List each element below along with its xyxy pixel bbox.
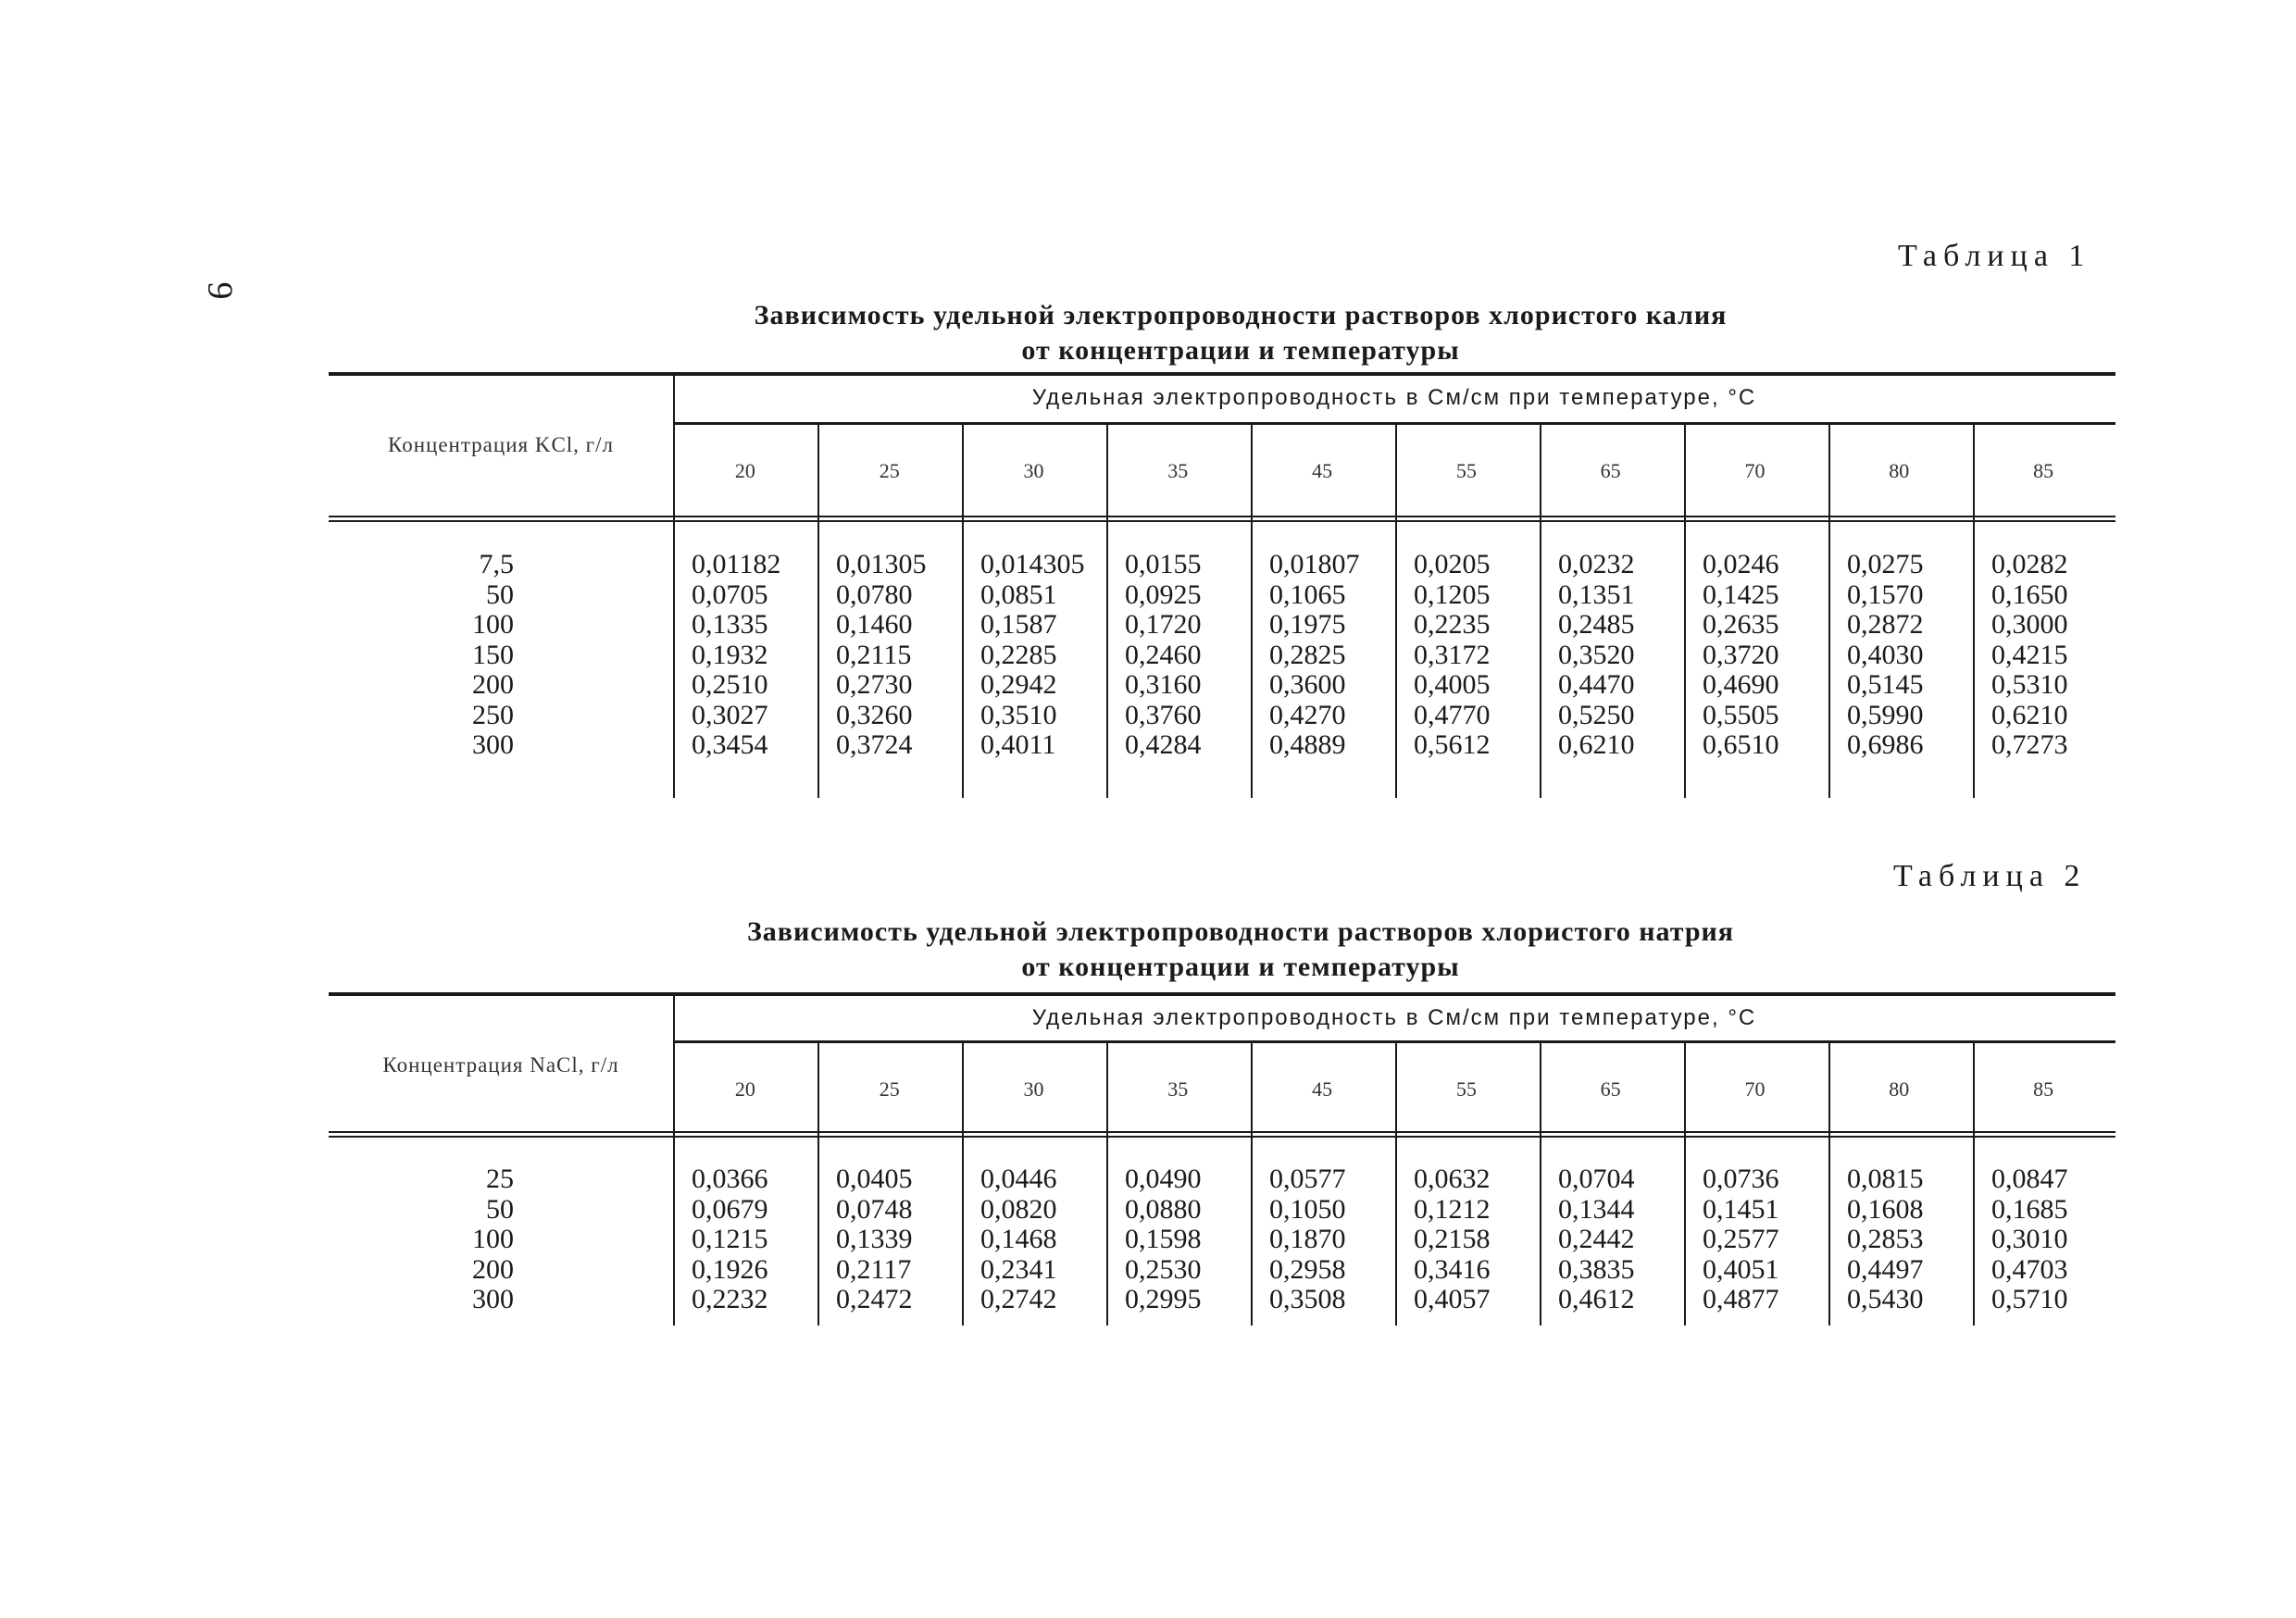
table-1-cell: 0,3600 — [1269, 669, 1346, 700]
table-2-title-line2: от концентрации и температуры — [1021, 952, 1460, 982]
table-2-concentration-value: 100 — [472, 1224, 514, 1254]
table-1-cell: 0,3160 — [1125, 669, 1202, 700]
table-2-cell: 0,2577 — [1703, 1224, 1779, 1254]
table-1-cell: 0,5505 — [1703, 699, 1779, 730]
table-2-temp-header: 80 — [1889, 1077, 1910, 1101]
table-1-temp-header: 35 — [1167, 459, 1189, 482]
table-1-concentration-value: 7,5 — [479, 549, 514, 579]
table-1-data-column — [692, 550, 780, 761]
table-1 — [329, 372, 2115, 798]
table-1-cell: 0,0705 — [692, 579, 768, 610]
table-2-cell: 0,4051 — [1703, 1253, 1779, 1285]
table-1-cell: 0,0232 — [1558, 549, 1635, 579]
table-1-cell: 0,3720 — [1703, 639, 1779, 670]
table-2-cell: 0,1344 — [1558, 1193, 1635, 1225]
table-1-cell: 0,3260 — [836, 699, 913, 730]
table-1-data-column — [1414, 550, 1491, 761]
table-2-cell: 0,0632 — [1414, 1164, 1491, 1194]
table-1-cell: 0,2730 — [836, 669, 913, 700]
table-1-temp-header: 65 — [1600, 459, 1621, 482]
table-2-cell: 0,4497 — [1847, 1253, 1924, 1285]
table-2-cell: 0,1598 — [1125, 1224, 1202, 1254]
table-1-cell: 0,5250 — [1558, 699, 1635, 730]
table-1-column-rule — [1828, 424, 1830, 798]
table-1-cell: 0,1720 — [1125, 609, 1202, 640]
table-1-cell: 0,01182 — [692, 549, 781, 579]
table-1-cell: 0,6210 — [1991, 699, 2068, 730]
table-1-concentration-column — [329, 550, 514, 761]
table-2-temp-header: 30 — [1023, 1077, 1044, 1101]
table-1-cell: 0,3510 — [980, 699, 1057, 730]
table-1-concentration-value: 200 — [472, 669, 514, 700]
table-1-cell: 0,2825 — [1269, 639, 1346, 670]
table-1-concentration-value: 150 — [472, 639, 514, 670]
table-1-column-rule — [817, 424, 819, 798]
table-2-cell: 0,5430 — [1847, 1284, 1924, 1314]
table-2-temp-header: 55 — [1455, 1077, 1477, 1101]
table-1-concentration-value: 50 — [486, 579, 514, 610]
table-2-cell: 0,2341 — [980, 1253, 1057, 1285]
table-1-cell: 0,4005 — [1414, 669, 1491, 700]
table-1-temp-header: 80 — [1889, 459, 1910, 482]
table-1-data-column — [1558, 550, 1635, 761]
table-2-cell: 0,3835 — [1558, 1253, 1635, 1285]
table-1-cell: 0,01305 — [836, 549, 927, 579]
table-2-cell: 0,2232 — [692, 1284, 768, 1314]
table-1-cell: 0,2942 — [980, 669, 1057, 700]
table-1-cell: 0,2872 — [1847, 609, 1924, 640]
table-2-data-column — [836, 1164, 913, 1315]
table-2-column-rule — [1106, 1042, 1108, 1326]
table-2-cell: 0,1468 — [980, 1224, 1057, 1254]
table-1-column-rule — [1251, 424, 1253, 798]
table-1-title-line2: от концентрации и температуры — [1021, 335, 1460, 366]
table-2-group-rule — [673, 1040, 2115, 1043]
table-2-cell: 0,2530 — [1125, 1253, 1202, 1285]
table-1-cell: 0,3724 — [836, 729, 913, 760]
table-2-concentration-value: 50 — [486, 1193, 514, 1225]
table-1-temp-header: 45 — [1312, 459, 1333, 482]
table-2-data-column — [1703, 1164, 1779, 1315]
table-1-cell: 0,6986 — [1847, 729, 1924, 760]
table-1-data-column — [980, 550, 1085, 761]
table-1-temp-header: 70 — [1744, 459, 1766, 482]
table-1-data-column — [836, 550, 927, 761]
table-1-title — [329, 298, 2152, 368]
table-1-cell: 0,0205 — [1414, 549, 1491, 579]
table-1-temp-header: 55 — [1455, 459, 1477, 482]
table-1-group-rule — [673, 422, 2115, 425]
table-1-cell: 0,3172 — [1414, 639, 1491, 670]
table-2-temp-header: 45 — [1312, 1077, 1333, 1101]
table-1-cell: 0,1205 — [1414, 579, 1491, 610]
table-2-data-column — [1125, 1164, 1202, 1315]
table-1-cell: 0,1065 — [1269, 579, 1346, 610]
table-2-cell: 0,1870 — [1269, 1224, 1346, 1254]
table-2 — [329, 992, 2115, 1326]
table-1-concentration-value: 250 — [472, 699, 514, 730]
table-1-column-rule — [1106, 424, 1108, 798]
table-1-cell: 0,2115 — [836, 639, 912, 670]
table-2-label: Таблица 2 — [1893, 859, 2087, 893]
table-1-cell: 0,2460 — [1125, 639, 1202, 670]
table-2-cell: 0,2853 — [1847, 1224, 1924, 1254]
table-2-concentration-column — [329, 1164, 514, 1315]
table-1-data-column — [1269, 550, 1360, 761]
table-2-cell: 0,2442 — [1558, 1224, 1635, 1254]
table-1-cell: 0,0851 — [980, 579, 1057, 610]
table-1-cell: 0,5310 — [1991, 669, 2068, 700]
table-1-cell: 0,1650 — [1991, 579, 2068, 610]
table-1-cell: 0,0282 — [1991, 549, 2068, 579]
table-1-cell: 0,014305 — [980, 549, 1085, 579]
table-1-column-rule — [1973, 424, 1975, 798]
table-1-cell: 0,0155 — [1125, 549, 1202, 579]
table-2-column-rule — [817, 1042, 819, 1326]
table-1-cell: 0,1570 — [1847, 579, 1924, 610]
table-2-temp-header: 35 — [1167, 1077, 1189, 1101]
table-1-cell: 0,2485 — [1558, 609, 1635, 640]
table-2-cell: 0,0704 — [1558, 1164, 1635, 1194]
table-2-column-rule — [1395, 1042, 1397, 1326]
table-1-header-double-rule — [329, 516, 2115, 522]
table-2-cell: 0,2958 — [1269, 1253, 1346, 1285]
table-1-cell: 0,5145 — [1847, 669, 1924, 700]
table-2-cell: 0,0490 — [1125, 1164, 1202, 1194]
table-2-temperature-group-header: Удельная электропроводность в См/см при температуре, °С — [1031, 1005, 1757, 1030]
table-2-cell: 0,0446 — [980, 1164, 1057, 1194]
table-2-cell: 0,4877 — [1703, 1284, 1779, 1314]
table-1-cell: 0,0925 — [1125, 579, 1202, 610]
table-2-cell: 0,2117 — [836, 1253, 912, 1285]
table-2-column-rule — [1540, 1042, 1541, 1326]
table-2-cell: 0,0748 — [836, 1193, 913, 1225]
table-1-cell: 0,4690 — [1703, 669, 1779, 700]
table-1-cell: 0,3520 — [1558, 639, 1635, 670]
table-1-cell: 0,5990 — [1847, 699, 1924, 730]
table-2-cell: 0,3508 — [1269, 1284, 1346, 1314]
table-2-cell: 0,0366 — [692, 1164, 768, 1194]
table-1-cell: 0,4215 — [1991, 639, 2068, 670]
table-1-cell: 0,0780 — [836, 579, 913, 610]
table-1-top-rule — [329, 372, 2115, 376]
table-2-cell: 0,0679 — [692, 1193, 768, 1225]
table-2-cell: 0,1451 — [1703, 1193, 1779, 1225]
table-2-cell: 0,0577 — [1269, 1164, 1346, 1194]
table-2-temp-header: 85 — [2033, 1077, 2054, 1101]
table-1-temp-header: 25 — [879, 459, 900, 482]
table-2-cell: 0,5710 — [1991, 1284, 2068, 1314]
table-2-cell: 0,4703 — [1991, 1253, 2068, 1285]
table-1-cell: 0,4470 — [1558, 669, 1635, 700]
table-1-cell: 0,1460 — [836, 609, 913, 640]
table-1-cell: 0,1587 — [980, 609, 1057, 640]
table-2-cell: 0,2158 — [1414, 1224, 1491, 1254]
table-2-temp-header: 25 — [879, 1077, 900, 1101]
table-2-column-rule — [1828, 1042, 1830, 1326]
table-1-cell: 0,3454 — [692, 729, 768, 760]
table-2-cell: 0,2995 — [1125, 1284, 1202, 1314]
table-2-cell: 0,0880 — [1125, 1193, 1202, 1225]
table-2-cell: 0,4612 — [1558, 1284, 1635, 1314]
table-1-cell: 0,2235 — [1414, 609, 1491, 640]
table-1-concentration-header: Концентрация KCl, г/л — [388, 433, 614, 456]
table-1-cell: 0,4270 — [1269, 699, 1346, 730]
table-2-data-column — [1269, 1164, 1346, 1315]
table-2-data-column — [1847, 1164, 1924, 1315]
table-2-cell: 0,1608 — [1847, 1193, 1924, 1225]
table-1-temp-header: 85 — [2033, 459, 2054, 482]
table-2-cell: 0,2472 — [836, 1284, 913, 1314]
table-1-data-column — [1991, 550, 2068, 761]
table-1-cell: 0,3760 — [1125, 699, 1202, 730]
table-1-column-rule — [1540, 424, 1541, 798]
table-2-temp-header: 20 — [734, 1077, 755, 1101]
table-2-cell: 0,0820 — [980, 1193, 1057, 1225]
table-2-column-rule — [673, 994, 675, 1326]
table-1-cell: 0,3000 — [1991, 609, 2068, 640]
table-2-column-rule — [1973, 1042, 1975, 1326]
table-2-concentration-value: 300 — [472, 1284, 514, 1314]
table-1-concentration-value: 300 — [472, 729, 514, 760]
table-1-cell: 0,2510 — [692, 669, 768, 700]
table-2-concentration-header: Концентрация NaCl, г/л — [382, 1053, 619, 1077]
table-1-cell: 0,4030 — [1847, 639, 1924, 670]
page-number: 9 — [200, 281, 240, 300]
table-2-top-rule — [329, 992, 2115, 996]
table-2-data-column — [1414, 1164, 1491, 1315]
table-1-cell: 0,1351 — [1558, 579, 1635, 610]
table-1-cell: 0,2285 — [980, 639, 1057, 670]
table-1-title-line1: Зависимость удельной электропроводности растворов хлористого калия — [754, 300, 1728, 330]
table-1-cell: 0,0246 — [1703, 549, 1779, 579]
table-1-temperature-group-header: Удельная электропроводность в См/см при температуре, °С — [1031, 385, 1757, 410]
table-1-cell: 0,5612 — [1414, 729, 1491, 760]
table-1-cell: 0,0275 — [1847, 549, 1924, 579]
table-1-data-column — [1847, 550, 1924, 761]
table-1-cell: 0,4011 — [980, 729, 1056, 760]
table-1-cell: 0,4889 — [1269, 729, 1346, 760]
table-2-cell: 0,1685 — [1991, 1193, 2068, 1225]
table-2-title — [329, 915, 2152, 985]
table-1-cell: 0,3027 — [692, 699, 768, 730]
table-2-header-double-rule — [329, 1131, 2115, 1138]
table-1-column-rule — [1395, 424, 1397, 798]
table-2-cell: 0,0736 — [1703, 1164, 1779, 1194]
table-2-cell: 0,0847 — [1991, 1164, 2068, 1194]
table-1-cell: 0,7273 — [1991, 729, 2068, 760]
table-1-data-column — [1703, 550, 1779, 761]
table-1-column-rule — [962, 424, 964, 798]
table-2-cell: 0,0815 — [1847, 1164, 1924, 1194]
table-2-data-column — [1558, 1164, 1635, 1315]
table-2-title-line1: Зависимость удельной электропроводности растворов хлористого натрия — [746, 916, 1735, 947]
table-1-column-rule — [673, 376, 675, 798]
table-2-cell: 0,2742 — [980, 1284, 1057, 1314]
table-2-column-rule — [1251, 1042, 1253, 1326]
table-1-cell: 0,6210 — [1558, 729, 1635, 760]
table-2-data-column — [980, 1164, 1057, 1315]
table-2-concentration-value: 200 — [472, 1253, 514, 1285]
table-1-label: Таблица 1 — [1898, 239, 2091, 273]
table-2-column-rule — [962, 1042, 964, 1326]
table-1-column-rule — [1684, 424, 1686, 798]
table-2-data-column — [1991, 1164, 2068, 1315]
table-1-temp-header: 30 — [1023, 459, 1044, 482]
table-2-cell: 0,1215 — [692, 1224, 768, 1254]
table-2-cell: 0,1050 — [1269, 1193, 1346, 1225]
table-2-cell: 0,0405 — [836, 1164, 913, 1194]
table-2-data-column — [692, 1164, 768, 1315]
table-1-cell: 0,1932 — [692, 639, 768, 670]
table-1-cell: 0,01807 — [1269, 549, 1360, 579]
table-1-cell: 0,4770 — [1414, 699, 1491, 730]
table-2-temp-header: 65 — [1600, 1077, 1621, 1101]
table-1-cell: 0,1335 — [692, 609, 768, 640]
table-2-concentration-value: 25 — [486, 1164, 514, 1194]
table-1-cell: 0,1975 — [1269, 609, 1346, 640]
table-1-cell: 0,1425 — [1703, 579, 1779, 610]
table-2-cell: 0,1212 — [1414, 1193, 1491, 1225]
table-1-concentration-value: 100 — [472, 609, 514, 640]
table-1-temperature-row — [673, 459, 2115, 483]
table-1-cell: 0,4284 — [1125, 729, 1202, 760]
table-1-data-column — [1125, 550, 1202, 761]
table-2-cell: 0,1926 — [692, 1253, 768, 1285]
table-2-cell: 0,4057 — [1414, 1284, 1491, 1314]
table-2-cell: 0,1339 — [836, 1224, 913, 1254]
table-2-temp-header: 70 — [1744, 1077, 1766, 1101]
table-2-column-rule — [1684, 1042, 1686, 1326]
table-2-cell: 0,3010 — [1991, 1224, 2068, 1254]
table-1-cell: 0,6510 — [1703, 729, 1779, 760]
table-2-temperature-row — [673, 1077, 2115, 1101]
table-2-cell: 0,3416 — [1414, 1253, 1491, 1285]
table-1-cell: 0,2635 — [1703, 609, 1779, 640]
table-1-temp-header: 20 — [734, 459, 755, 482]
